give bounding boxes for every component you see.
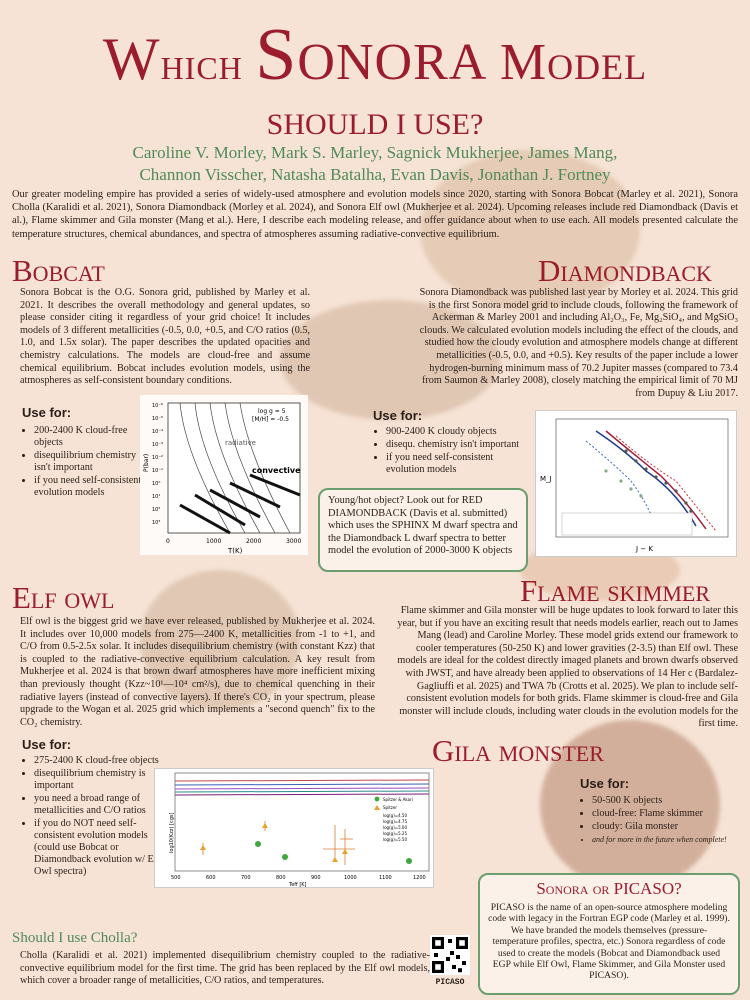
elfowl-xlabel: Teff [K] <box>289 882 307 888</box>
bobcat-ytick: 10⁻⁶ <box>152 403 164 409</box>
elfowl-ylabel: log10(Kzz) [cgs] <box>169 812 175 853</box>
bobcat-xtick: 3000 <box>286 538 302 545</box>
bobcat-ytick: 10³ <box>152 520 161 526</box>
elfowl-heading: Elf owl <box>12 580 115 615</box>
elfowl-legend: log(g)=5.25 <box>383 831 408 836</box>
poster-title <box>0 14 750 141</box>
list-item: • if you need self-consistent evolution models <box>34 475 144 499</box>
list-item: • cloudy: Gila monster <box>592 821 750 833</box>
bobcat-radiative-label: radiative <box>225 439 256 447</box>
intro-paragraph: Our greater modeling empire has provided a series of widely-used atmosphere and evolution models since 2020, starting with Sonora Bobcat (Marley et al. 2021), Sonora Cholla (Karalidi et al. 2021), Sonora Diamondback (Morley et al. 2024), and Sonora Elf owl (Mukherjee et al. 2024). Upcoming releases include red Diamondback (Davis et al.), Flame skimmer and Gila monster (Mang et al.). Here, I describe each modeling release, and offer guidance about when to use each. All models presented calculate the temperature structures, chemical abundances, and spectra of atmospheres assuming radiative-convective equilibrium. <box>12 189 738 240</box>
diamondback-xlabel: J − K <box>636 545 653 553</box>
list-item: • 200-2400 K cloud-free objects <box>34 425 144 449</box>
bobcat-ytick: 10⁻⁴ <box>152 429 164 435</box>
picaso-qr-code[interactable] <box>430 935 470 975</box>
elfowl-use-for: Use for: <box>22 737 72 752</box>
list-item: • cloud-free: Flame skimmer <box>592 808 750 820</box>
bobcat-xtick: 0 <box>166 538 170 545</box>
title-w: W <box>102 26 161 92</box>
elfowl-xtick: 1100 <box>379 875 392 881</box>
elfowl-xtick: 800 <box>276 875 286 881</box>
title-model: Model <box>499 34 648 91</box>
bobcat-legend2: [M/H] = -0.5 <box>252 416 289 423</box>
title-line2: SHOULD I USE? <box>266 108 484 141</box>
authors <box>60 142 690 186</box>
bobcat-heading: Bobcat <box>12 253 105 288</box>
bobcat-use-for: Use for: <box>22 405 72 420</box>
bobcat-xtick: 1000 <box>206 538 222 545</box>
elfowl-legend: log(g)=5.50 <box>383 837 408 842</box>
diamondback-heading: Diamondback <box>538 253 712 288</box>
bobcat-ytick: 10² <box>152 507 161 513</box>
title-hich: hich <box>160 38 243 89</box>
elfowl-xtick: 900 <box>311 875 321 881</box>
list-item: • 50-500 K objects <box>592 795 750 807</box>
list-item: • disequilibrium chemistry is important <box>34 768 164 792</box>
list-item: • if you need self-consistent evolution models <box>386 452 526 476</box>
title-sonora: Sonora <box>255 14 488 96</box>
picaso-body: PICASO is the name of an open-source atmosphere modeling code with legacy in the Fortran EGP code (Marley et al. 1999). We have branded the models themselves (pressure-temperature profiles, spectra, etc.) Sonora regardless of code used to create the models (Bobcat and Diamondback used EGP while Elf Owl, Flame Skimmer, and Gila Monster used PICASO). <box>488 902 730 982</box>
elfowl-legend: log(g)=4.50 <box>383 813 408 818</box>
bobcat-xtick: 2000 <box>246 538 262 545</box>
list-item: • disequ. chemistry isn't important <box>386 439 526 451</box>
elfowl-xtick: 600 <box>206 875 216 881</box>
elfowl-xtick: 1200 <box>413 875 426 881</box>
elfowl-xtick: 700 <box>241 875 251 881</box>
bobcat-ytick: 10⁰ <box>152 481 161 487</box>
elfowl-kzz-figure <box>154 768 434 888</box>
bobcat-ytick: 10¹ <box>152 494 161 500</box>
bobcat-xlabel: T(K) <box>228 547 243 555</box>
elfowl-body: Elf owl is the biggest grid we have ever released, published by Mukherjee et al. 2024. It includes over 10,000 models from 275—2400 K, metallicities from -1 to +1, and C/O from 0.5-2.5x solar. It includes disequilibrium chemistry (with constant Kzz) that is coupled to the radiative-convective equilibrium calculation. A key result from Mukherjee et al. 2024 is that brown dwarf atmospheres have more inefficient mixing than previously thought (Kzz~10¹—10⁴ cm²/s), due to chemical quenching in their radiative layers (instead of convective layers). If there's CO₂ in your spectrum, please upgrade to the Wogan et al. 2025 grid which implements a "second quench" fix to the CO₂ chemistry. <box>20 616 375 728</box>
bobcat-ytick: 10⁻³ <box>152 442 164 448</box>
elfowl-xtick: 500 <box>171 875 181 881</box>
elfowl-legend: Spitzer & Akari <box>383 797 413 802</box>
elfowl-legend: log(g)=4.75 <box>383 819 408 824</box>
authors-line2: Channon Visscher, Natasha Batalha, Evan Davis, Jonathan J. Fortney <box>139 165 611 184</box>
gila-heading: Gila monster <box>432 733 604 768</box>
elfowl-xtick: 1000 <box>344 875 357 881</box>
bobcat-ytick: 10⁻¹ <box>152 468 164 474</box>
diamondback-ylabel: M_J <box>540 475 552 483</box>
legend-marker <box>375 797 380 802</box>
red-diamondback-callout: Young/hot object? Look out for RED DIAMONDBACK (Davis et al. submitted) which uses the SPHINX M dwarf spectra and the Diamondback L dwarf spectra to better model the evolution of 2000-3000 K objects <box>318 488 528 572</box>
list-item: • if you do NOT need self-consistent evolution models (could use Bobcat or Diamondback evolution w/ Elf Owl spectra) <box>34 818 164 878</box>
diamondback-cmd-figure <box>535 410 737 557</box>
bobcat-convective-label: convective <box>252 466 301 475</box>
flame-body: Flame skimmer and Gila monster will be huge updates to look forward to later this year, but if you have an exciting result that needs models earlier, reach out to James Mang (lead) and Caroline Morley. These model grids extend our framework to cooler temperatures (50-250 K) and lower gravities (2-3.5) than Elf owl. These models are ideal for the coldest directly imaged planets and brown dwarfs observed with JWST, and have already been applied to observations of 14 Her c (Bardalez-Gagliuffi et al. 2025) and TWA 7b (Crotts et al. 2025). We plan to include self-consistent evolution models for both grids. Flame skimmer is cloud-free and Gila monster will include clouds, including water clouds in the evolution models for the first time. <box>397 605 738 730</box>
list-item: • you need a broad range of metallicities and C/O ratios <box>34 793 164 817</box>
list-item: • 900-2400 K cloudy objects <box>386 426 526 438</box>
picaso-box <box>478 873 740 995</box>
cholla-body: Cholla (Karalidi et al. 2021) implemented disequilibrium chemistry coupled to the radiative-convective equilibrium model for the first time. The grid has been replaced by the Elf owl models, which cover a broader range of metallicities, C/O ratios, and temperatures. <box>20 950 430 987</box>
flame-heading: Flame skimmer <box>520 573 711 608</box>
qr-label: PICASO <box>435 978 465 987</box>
bobcat-pt-figure <box>140 395 308 555</box>
diamondback-use-list <box>374 426 526 477</box>
cholla-heading: Should I use Cholla? <box>12 930 138 946</box>
bobcat-legend1: log g = 5 <box>258 408 286 415</box>
list-item: • and for more in the future when complete! <box>592 834 750 846</box>
elfowl-use-list <box>22 755 164 879</box>
authors-line1: Caroline V. Morley, Mark S. Marley, Sagnick Mukherjee, James Mang, <box>132 143 618 162</box>
gila-use-for: Use for: <box>580 776 630 791</box>
picaso-heading: Sonora or PICASO? <box>536 879 682 898</box>
bobcat-ytick: 10⁻² <box>152 455 164 461</box>
bobcat-ytick: 10⁻⁵ <box>152 416 164 422</box>
bobcat-ylabel: P(bar) <box>143 453 150 472</box>
diamondback-body: Sonora Diamondback was published last year by Morley et al. 2024. This grid is the first Sonora model grid to include clouds, following the framework of Ackerman & Marley 2001 and including Al₂O₃, Fe, Mg₂SiO₄, and MgSiO₃ clouds. We calculated evolution models including the effect of the clouds, and studied how the cloudy evolution and atmosphere models change at different metallicities (-0.5, 0.0, and +0.5). Key results of the paper include a lower hydrogen-burning minimum mass of 70.2 Jupiter masses (compared to 73.4 from Saumon & Marley 2008), closely matching the empirical limit of 70 MJ from Dupuy & Liu 2017. <box>419 287 738 399</box>
elfowl-legend: log(g)=5.00 <box>383 825 408 830</box>
list-item: • disequilibrium chemistry isn't important <box>34 450 144 474</box>
bobcat-body: Sonora Bobcat is the O.G. Sonora grid, published by Marley et al. 2021. It describes the overall methodology and general updates, so please consider citing it regardless of your grid choice! It includes models of 3 different metallicities (-0.5, 0.0, +0.5, and C/O ratios (0.5, 1.0, and 1.5x solar). The paper describes the updated opacities and chemistry calculations. The models are cloud-free and assume chemical equilibrium. Bobcat includes evolution models, using the atmospheres as self-consistent boundary conditions. <box>20 287 310 387</box>
gila-use-list <box>580 795 750 847</box>
elfowl-legend: Spitzer <box>383 805 397 810</box>
list-item: • 275-2400 K cloud-free objects <box>34 755 164 767</box>
diamondback-use-for: Use for: <box>373 408 423 423</box>
bobcat-use-list <box>22 425 144 500</box>
